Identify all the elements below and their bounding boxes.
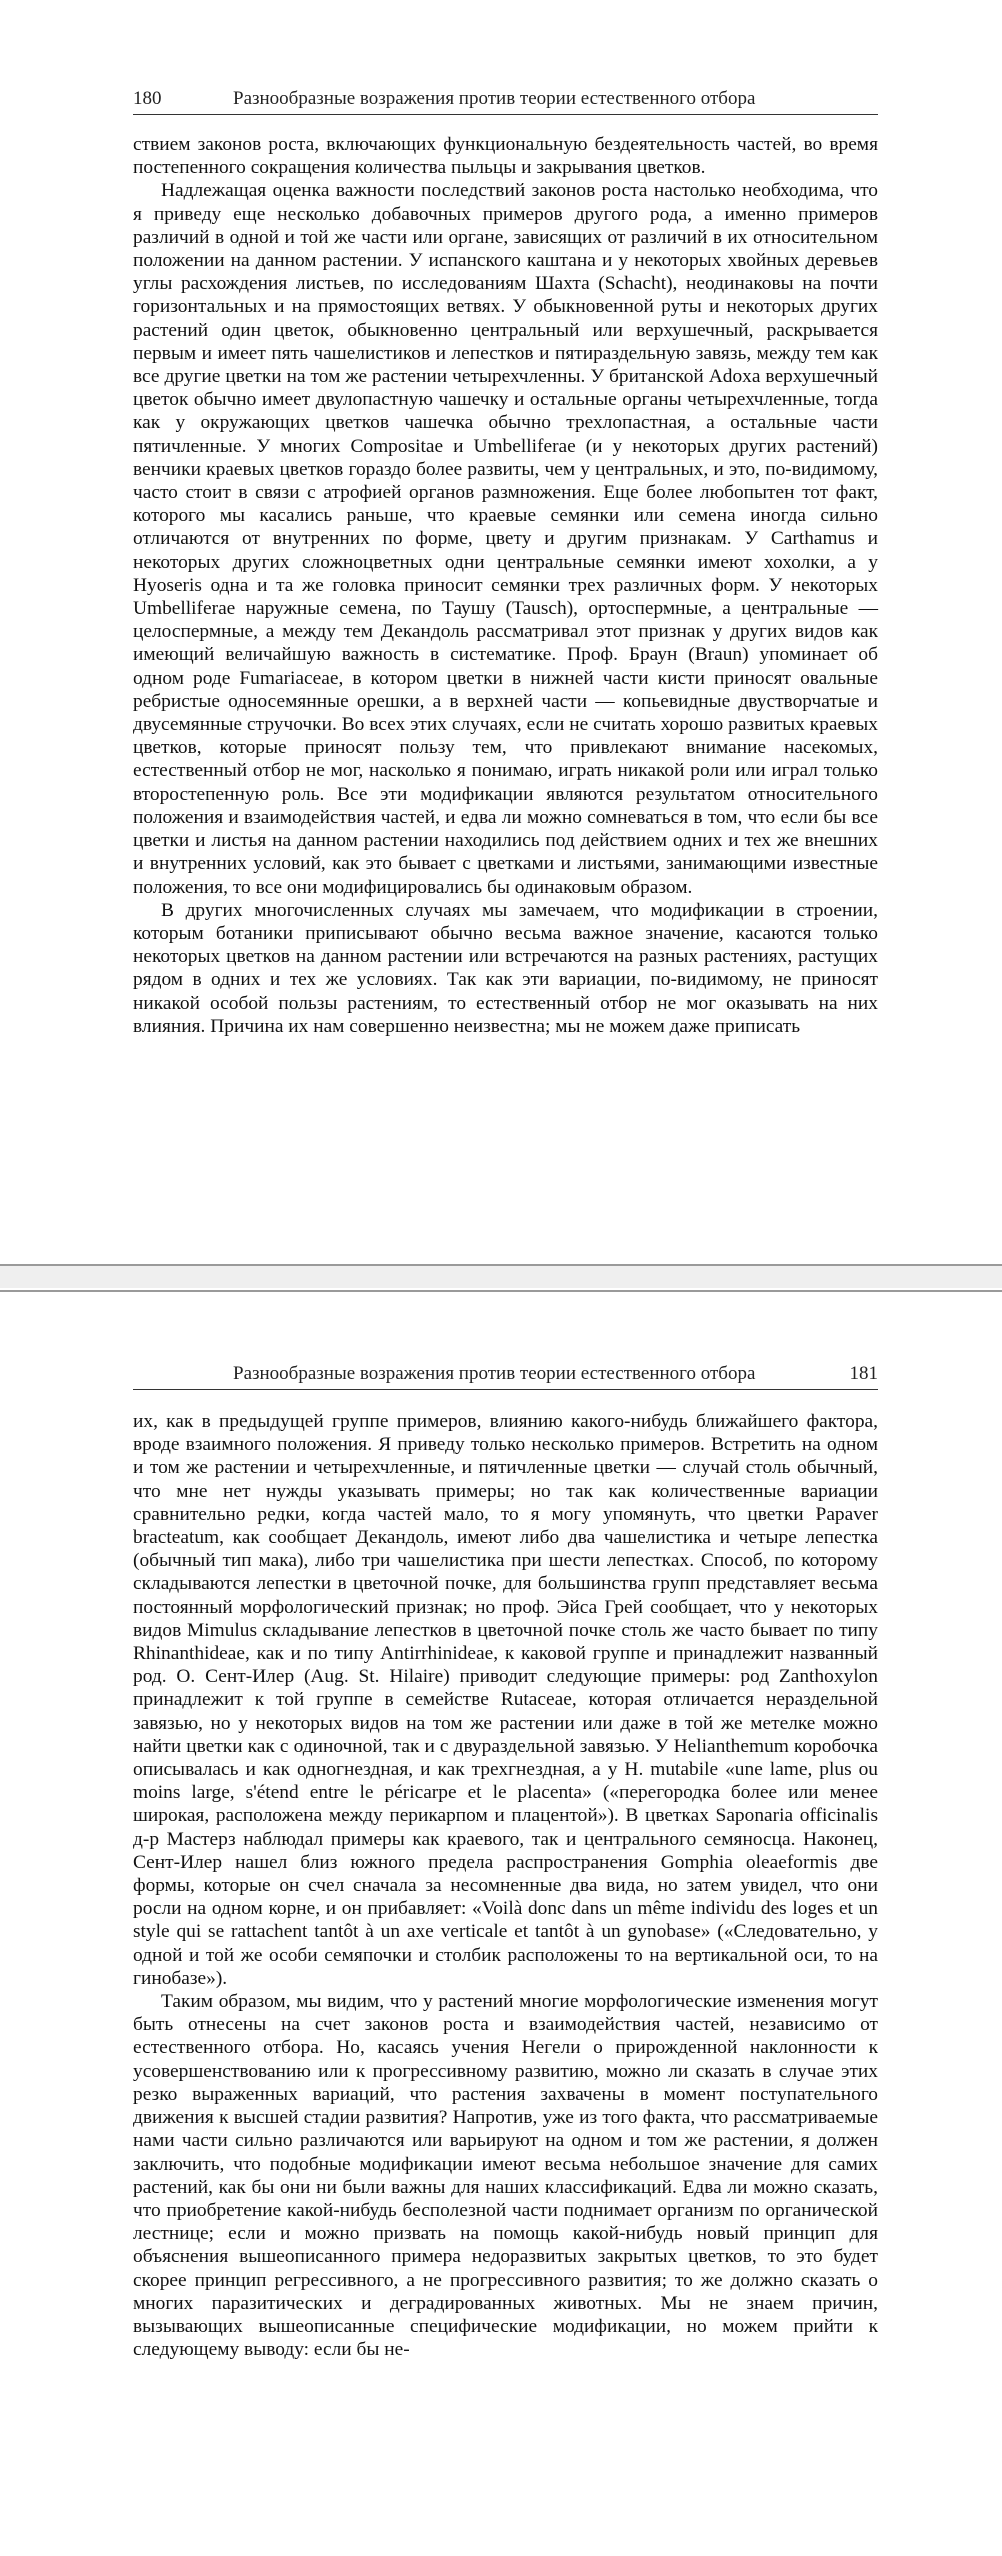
- running-head-title: Разнообразные возражения против теории естественного отбора: [233, 88, 756, 109]
- paragraph: ствием законов роста, включающих функциональную бездеятельность частей, во время постепенного сокращения количества пыльцы и закрывания цветков.: [133, 134, 878, 179]
- paragraph: Надлежащая оценка важности последствий законов роста настолько необходима, что я приведу еще несколько добавочных примеров другого рода, а именно примеров различий в одной и той же части или органе, зависящих от различий в их относительном положении на данном растении. У испанского каштана и у некоторых хвойных деревьев углы расхождения листьев, по исследованиям Шахта (Schacht), неодинаковы на почти горизонтальных и на прямостоящих ветвях. У обыкновенной руты и некоторых других растений один цветок, обыкновенно центральный или верхушечный, раскрывается первым и имеет пять чашелистиков и лепестков и пятираздельную завязь, между тем как все другие цветки на том же растении четырехчленны. У британской Adoxa верхушечный цветок обычно имеет двулопастную чашечку и остальные органы четырехчленные, тогда как у окружающих цветков чашечка обычно трехлопастная, а остальные части пятичленные. У многих Compositae и Umbelliferae (и у некоторых других растений) венчики краевых цветков гораздо более развиты, чем у центральных, и это, по-видимому, часто стоит в связи с атрофией органов размножения. Еще более любопытен тот факт, которого мы касались раньше, что краевые семянки или семена иногда сильно отличаются от внутренних по форме, цвету и другим признакам. У Carthamus и некоторых других сложноцветных одни центральные семянки имеют хохолки, а у Hyoseris одна и та же головка приносит семянки трех различных форм. У некоторых Umbelliferae наружные семена, по Таушу (Tausch), ортоспермные, а центральные — целоспермные, а между тем Декандоль рассматривал этот признак у других видов как имеющий величайшую важность в систематике. Проф. Браун (Braun) упоминает об одном роде Fumariaceae, в котором цветки в нижней части кисти приносят овальные ребристые односемянные орешки, а в верхней части — копьевидные двустворчатые и двусемянные стручочки. Во всех этих случаях, если не считать хорошо развитых краевых цветков, которые приносят пользу тем, что привлекают внимание насекомых, естественный отбор не мог, насколько я понимаю, играть никакой роли или играл только второстепенную роль. Все эти модификации являются результатом относительного положения и взаимодействия частей, и едва ли можно сомневаться в том, что если бы все цветки и листья на данном растении находились под действием одних и тех же внешних и внутренних условий, как это бывает с цветками и листьями, занимающими известные положения, то все они модифицировались бы одинаковым образом.: [133, 180, 878, 898]
- page-body: [133, 1410, 878, 2361]
- page-number: 180: [133, 88, 162, 109]
- running-head: [133, 1362, 878, 1390]
- paragraph: Таким образом, мы видим, что у растений многие морфологические изменения могут быть отнесены на счет законов роста и взаимодействия частей, независимо от естественного отбора. Но, касаясь учения Негели о прирожденной наклонности к усовершенствованию или к прогрессивному развитию, можно ли сказать в случае этих резко выраженных вариаций, что растения захвачены в момент поступательного движения к высшей стадии развития? Напротив, уже из того факта, что рассматриваемые нами части сильно различаются или варьируют на одном и том же растении, я должен заключить, что подобные модификации имеют весьма небольшое значение для самих растений, как бы они ни были важны для наших классификаций. Едва ли можно сказать, что приобретение какой-нибудь бесполезной части поднимает организм по органической лестнице; если и можно призвать на помощь какой-нибудь новый принцип для объяснения вышеописанного примера недоразвитых закрытых цветков, то это будет скорее принцип регрессивного, а не прогрессивного развития; то же должно сказать о многих паразитических и деградированных животных. Мы не знаем причин, вызывающих вышеописанные специфические модификации, но можем прийти к следующему выводу: если бы не-: [133, 1991, 878, 2361]
- page-180: [0, 0, 1002, 1266]
- paragraph: В других многочисленных случаях мы замечаем, что модификации в строении, которым ботаники приписывают обычно весьма важное значение, касаются только некоторых цветков на данном растении или встречаются на разных растениях, растущих рядом в одних и тех же условиях. Так как эти вариации, по-видимому, не приносят никакой особой пользы растениям, то естественный отбор не мог оказывать на них влияния. Причина их нам совершенно неизвестна; мы не можем даже приписать: [133, 899, 878, 1037]
- running-head: [133, 87, 878, 115]
- page-separator: [0, 1266, 1002, 1288]
- page-body: [133, 133, 878, 1038]
- page-number: 181: [849, 1363, 878, 1384]
- paragraph: их, как в предыдущей группе примеров, влиянию какого-нибудь ближайшего фактора, вроде взаимного положения. Я приведу только несколько примеров. Встретить на одном и том же растении и четырехчленные, и пятичленные цветки — случай столь обычный, что мне нет нужды указывать примеры; но так как количественные вариации сравнительно редки, когда частей мало, то я могу упомянуть, что цветки Papaver bracteatum, как сообщает Декандоль, имеют либо два чашелистика и четыре лепестка (обычный тип мака), либо три чашелистика при шести лепестках. Способ, по которому складываются лепестки в цветочной почке, для большинства групп представляет весьма постоянный морфологический признак; но проф. Эйса Грей сообщает, что у некоторых видов Mimulus складывание лепестков в цветочной почке столь же часто бывает по типу Rhinanthideae, как и по типу Antirrhinideae, к каковой группе и принадлежит названный род. О. Сент-Илер (Aug. St. Hilaire) приводит следующие примеры: род Zanthoxylon принадлежит к той группе в семействе Rutaceae, которая отличается нераздельной завязью, но у некоторых видов на том же растении или даже в той же метелке можно найти цветки как с одиночной, так и с двураздельной завязью. У Helianthemum коробочка описывалась и как одногнездная, и как трехгнездная, а у H. mutabile «une lame, plus ou moins large, s'étend entre le péricarpe et le placenta» («перегородка более или менее широкая, расположена между перикарпом и плацентой»). В цветках Saponaria officinalis д-р Мастерз наблюдал примеры как краевого, так и центрального семяносца. Наконец, Сент-Илер нашел близ южного предела распространения Gomphia oleaeformis две формы, которые он счел сначала за несомненные два вида, но затем увидел, что они росли на одном корне, и он прибавляет: «Voilà donc dans un même individu des loges et un style qui se rattachent tantôt à un axe verticale et tantôt à un gynobase» («Следовательно, у одной и той же особи семяпочки и столбик расположены то на вертикальной оси, то на гинобазе»).: [133, 1411, 878, 1989]
- page-181: [0, 1290, 1002, 2556]
- running-head-title: Разнообразные возражения против теории естественного отбора: [233, 1363, 756, 1384]
